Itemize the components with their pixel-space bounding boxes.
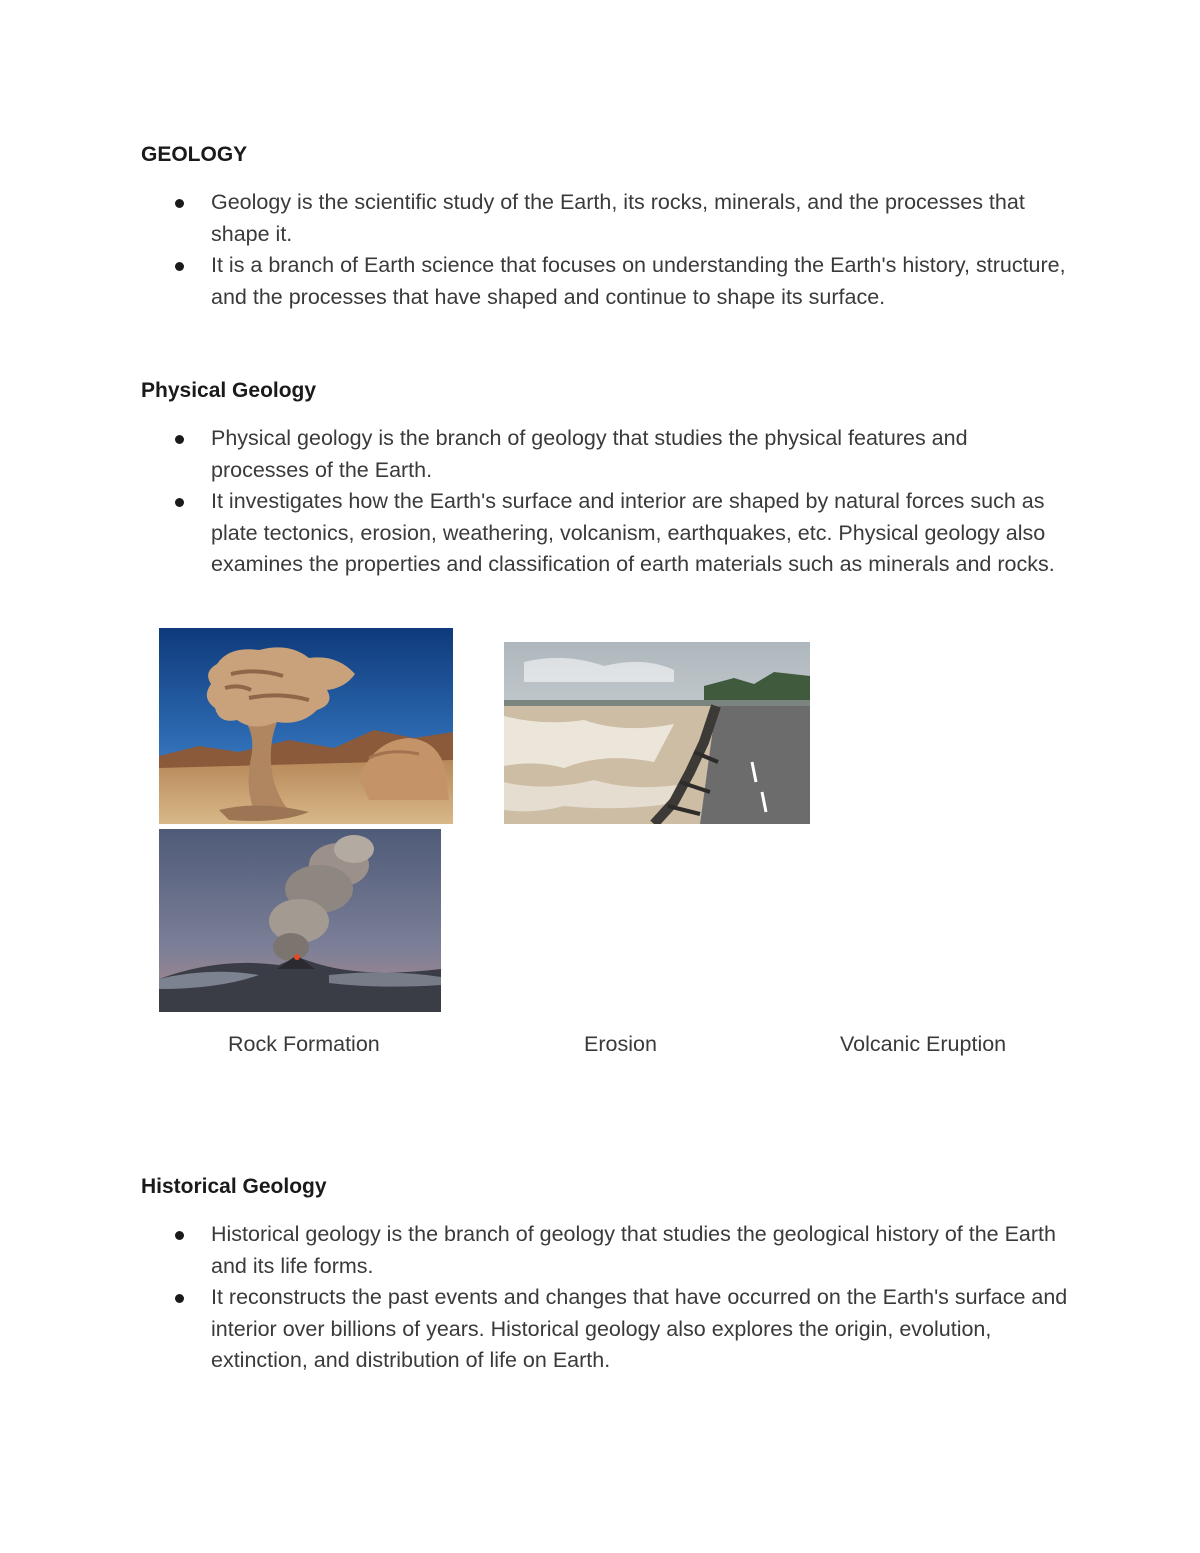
bullet-text: It reconstructs the past events and changes that have occurred on the Earth's surface and interior over billions of years. Historical geology also explores the origin, evolution, extinction, and distribution of life on Earth. [211,1285,1068,1372]
list-item [141,486,1071,581]
list-item [141,423,1071,486]
bullet-icon [175,498,184,507]
bullet-text: It is a branch of Earth science that focuses on understanding the Earth's history, structure, and the processes that have shaped and continue to shape its surface. [211,253,1066,309]
bullet-text: Historical geology is the branch of geology that studies the geological history of the Earth and its life forms. [211,1222,1056,1278]
caption-rock-formation: Rock Formation [228,1032,380,1056]
historical-geology-heading: Historical Geology [141,1175,327,1198]
bullet-text: It investigates how the Earth's surface and interior are shaped by natural forces such as plate tectonics, erosion, weathering, volcanism, earthquakes, etc. Physical geology also examines the properties and classification of earth materials such as minerals and rocks. [211,489,1055,576]
caption-erosion: Erosion [584,1032,657,1056]
erosion-photo [504,642,810,824]
bullet-text: Physical geology is the branch of geology that studies the physical features and processes of the Earth. [211,426,968,482]
list-item [141,1282,1071,1377]
geology-bullet-list [141,187,1071,313]
list-item [141,250,1071,313]
caption-volcanic-eruption: Volcanic Eruption [840,1032,1007,1056]
bullet-text: Geology is the scientific study of the Earth, its rocks, minerals, and the processes that shape it. [211,190,1025,246]
bullet-icon [175,262,184,271]
bullet-icon [175,1231,184,1240]
bullet-icon [175,1294,184,1303]
volcanic-eruption-photo [159,829,441,1012]
historical-geology-bullet-list [141,1219,1071,1377]
geology-heading: GEOLOGY [141,143,248,166]
list-item [141,187,1071,250]
bullet-icon [175,199,184,208]
physical-geology-heading: Physical Geology [141,379,317,402]
bullet-icon [175,435,184,444]
rock-formation-photo [159,628,453,824]
physical-geology-bullet-list [141,423,1071,581]
list-item [141,1219,1071,1282]
